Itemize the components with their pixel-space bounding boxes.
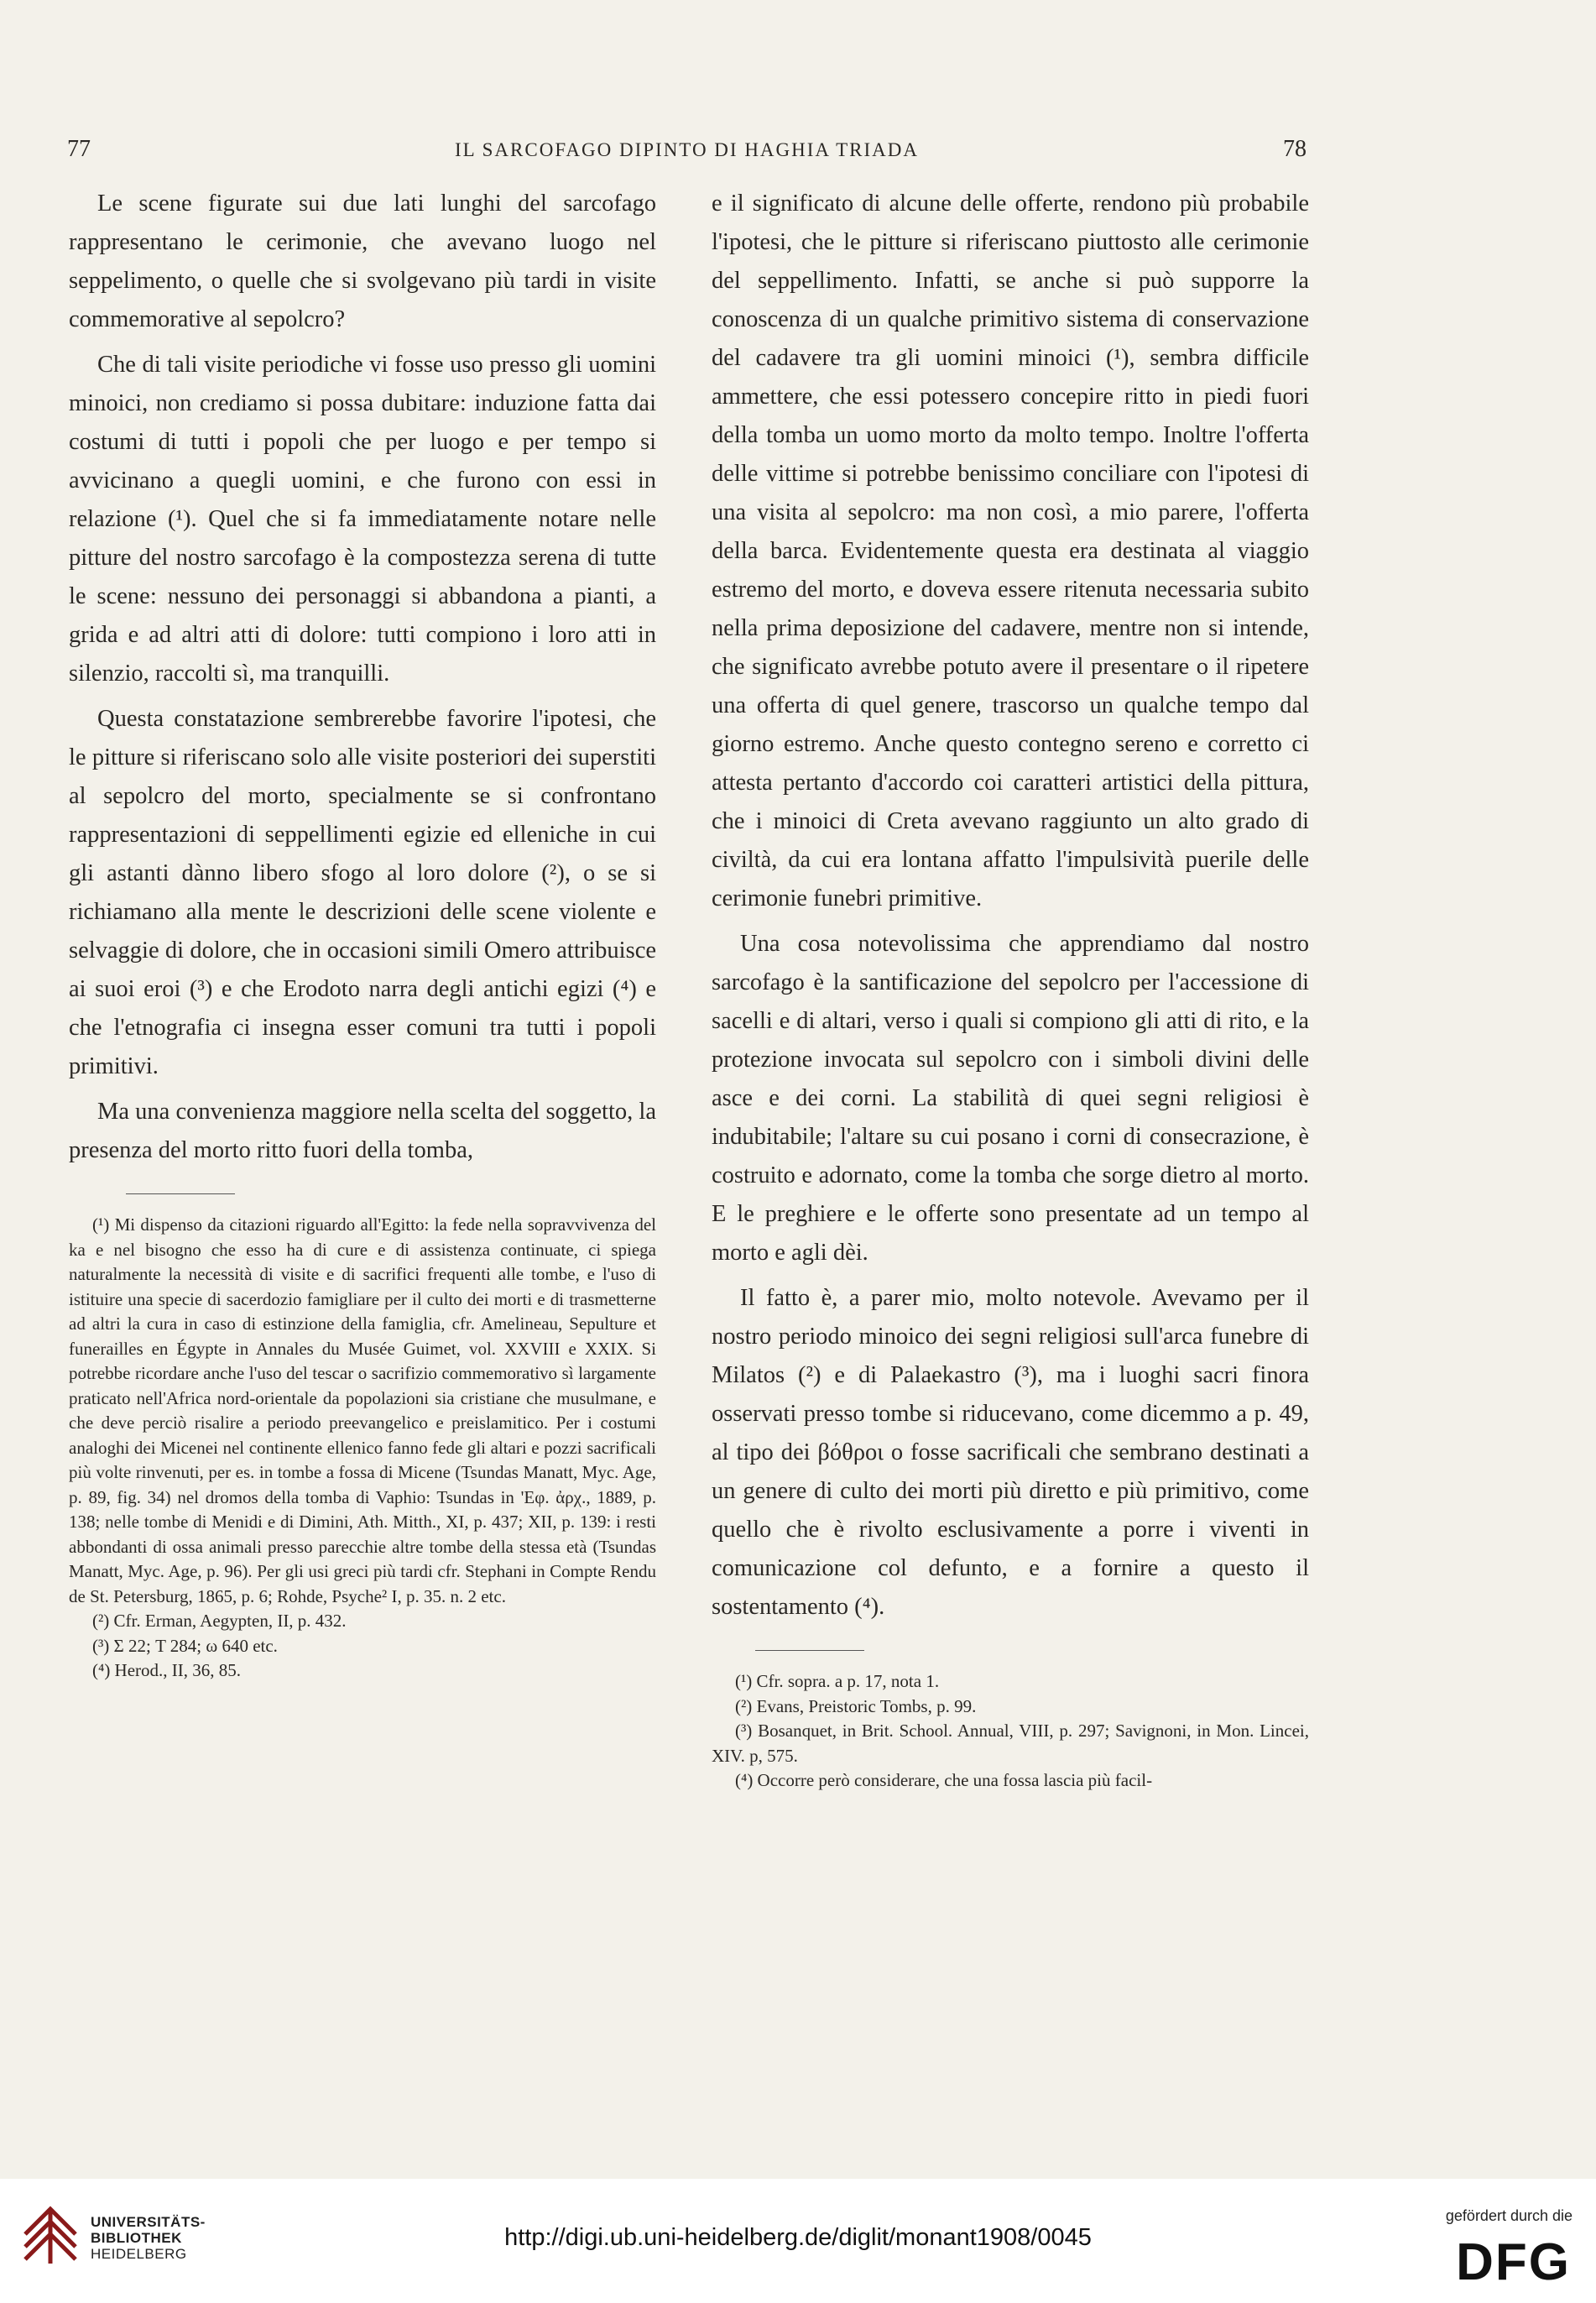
paragraph: Ma una convenienza maggiore nella scelta del soggetto, la presenza del morto ritto fuori della tomba, xyxy=(69,1099,656,1163)
footnote: (¹) Mi dispenso da citazioni riguardo all'Egitto: la fede nella sopravvivenza del ka e nel bisogno che esso ha di cure e di assistenza continuate, ci spiega naturalmente la necessità di visite e di sacrifici frequenti alle tombe, e l'uso di istituire una specie di sacerdozio famigliare per il culto dei morti e di trasmetterne ad altri la cura in caso di estinzione della famiglia, cfr. Amelineau, Sepulture et funerailles en Égypte in Annales du Musée Guimet, vol. XXVIII e XXIX. Si potrebbe ricordare anche l'uso del tescar o sacrifizio commemorativo sì largamente praticato nell'Africa nord-orientale da popolazioni sia cristiane che musulmane, e che deve perciò risalire a periodo preevangelico e preislamitico. Per i costumi analoghi dei Micenei nel continente ellenico fanno fede gli altari e pozzi sacrificali più volte rinvenuti, per es. in tombe a fossa di Micene (Tsundas Manatt, Myc. Age, p. 89, fig. 34) nel dromos della tomba di Vaphio: Tsundas in 'Εφ. ἀρχ., 1889, p. 138; nelle tombe di Menidi e di Dimini, Ath. Mitth., XI, p. 437; XII, p. 139: i resti abbondanti di ossa animali presso parecchie altre tombe della stessa età (Tsundas Manatt, Myc. Age, p. 96). Per gli usi greci più tardi cfr. Stephani in Compte Rendu de St. Petersburg, 1865, p. 6; Rohde, Psyche² I, p. 35. n. 2 etc. xyxy=(69,1214,656,1606)
footnotes xyxy=(69,1213,656,1684)
page-number-right: 78 xyxy=(1283,136,1307,162)
paragraph: Il fatto è, a parer mio, molto notevole. Avevamo per il nostro periodo minoico dei segni religiosi sull'arca funebre di Milatos (²) e di Palaekastro (³), ma i luoghi sacri finora osservati presso tombe si riducevano, come dicemmo a p. 49, al tipo dei βόθροι o fosse sacrificali che sembrano destinati a un genere di culto dei morti più diretto e più primitivo, come quello che è rivolto esclusivamente a porre i viventi in comunicazione col defunto, e a fornire a questo il sostentamento (⁴). xyxy=(712,1285,1309,1620)
footnote: (⁴) Occorre però considerare, che una fossa lascia più facil- xyxy=(735,1770,1153,1790)
footnote: (³) Σ 22; T 284; ω 640 etc. xyxy=(92,1635,278,1656)
library-name-line: UNIVERSITÄTS- xyxy=(91,2214,206,2230)
running-title: IL SARCOFAGO DIPINTO DI HAGHIA TRIADA xyxy=(455,139,919,160)
footnote-divider xyxy=(126,1193,235,1194)
funded-by-label: gefördert durch die xyxy=(1445,2207,1573,2224)
permalink-url[interactable]: http://digi.ub.uni-heidelberg.de/diglit/monant1908/0045 xyxy=(504,2224,1092,2251)
footnote: (²) Evans, Preistoric Tombs, p. 99. xyxy=(735,1695,977,1716)
footnote: (²) Cfr. Erman, Aegypten, II, p. 432. xyxy=(92,1611,347,1631)
footnote: (³) Bosanquet, in Brit. School. Annual, VIII, p. 297; Savignoni, in Mon. Lincei, XIV. p, 575. xyxy=(712,1721,1309,1766)
library-name-line: BIBLIOTHEK xyxy=(91,2230,182,2246)
footnote-divider xyxy=(755,1650,864,1651)
paragraph: Una cosa notevolissima che apprendiamo dal nostro sarcofago è la santificazione del sepolcro per l'accessione di sacelli e di altari, verso i quali si compiono gli atti di rito, e la protezione invocata sul sepolcro con i simboli divini delle asce e dei corni. La stabilità di quei segni religiosi è indubitabile; l'altare su cui posano i corni di consecrazione, è costruito e adornato, come la tomba che sorge dietro al morto. E le preghiere e le offerte sono presentate ad un tempo al morto e agli dèi. xyxy=(712,931,1309,1266)
paragraph: Che di tali visite periodiche vi fosse uso presso gli uomini minoici, non crediamo si possa dubitare: induzione fatta dai costumi di tutti i popoli che per luogo e per tempo si avvicinano a quegli uomini, e che furono con essi in relazione (¹). Quel che si fa immediatamente notare nelle pitture del nostro sarcofago è la compostezza serena di tutte le scene: nessuno dei personaggi si abbandona a pianti, a grida e ad altri atti di dolore: tutti compiono i loro atti in silenzio, raccolti sì, ma tranquilli. xyxy=(69,352,656,687)
left-column xyxy=(69,185,656,1684)
page-number-left: 77 xyxy=(67,136,91,162)
footnote: (¹) Cfr. sopra. a p. 17, nota 1. xyxy=(735,1671,940,1691)
dfg-logo: DFG xyxy=(1456,2233,1571,2291)
paragraph: Questa constatazione sembrerebbe favorire l'ipotesi, che le pitture si riferiscano solo alle visite posteriori dei superstiti al sepolcro del morto, specialmente se si confrontano rappresentazioni di seppellimenti egizie ed elleniche in cui gli astanti dànno libero sfogo al loro dolore (²), o se si richiamano alla mente le descrizioni delle scene violente e selvaggie di dolore, che in occasioni simili Omero attribuisce ai suoi eroi (³) e che Erodoto narra degli antichi egizi (⁴) e che l'etnografia ci insegna esser comuni tra tutti i popoli primitivi. xyxy=(69,706,656,1079)
footnotes xyxy=(712,1669,1309,1794)
running-head xyxy=(67,136,1307,170)
footnote: (⁴) Herod., II, 36, 85. xyxy=(92,1660,242,1680)
paragraph: e il significato di alcune delle offerte, rendono più probabile l'ipotesi, che le pitture si riferiscano piuttosto alle cerimonie del seppellimento. Infatti, se anche si può supporre la conoscenza di un qualche primitivo sistema di conservazione del cadavere tra gli uomini minoici (¹), sembra difficile ammettere, che essi potessero concepire ritto in piedi fuori della tomba un uomo morto da molto tempo. Inoltre l'offerta delle vittime si potrebbe benissimo conciliare con l'ipotesi di una visita al sepolcro: ma non così, a mio parere, l'offerta della barca. Evidentemente questa era destinata al viaggio estremo del morto, e doveva essere ritenuta necessaria subito nella prima deposizione del cadavere, mentre non si intende, che significato avrebbe potuto avere il presentare o il ripetere una offerta di quel genere, trascorso un qualche tempo dal giorno estremo. Anche questo contegno sereno e corretto ci attesta pertanto d'accordo coi caratteri artistici della pittura, che i minoici di Creta avevano raggiunto un alto grado di civiltà, da cui era lontana affatto l'impulsività puerile delle cerimonie funebri primitive. xyxy=(712,191,1309,911)
library-name-line: HEIDELBERG xyxy=(91,2246,187,2262)
right-column xyxy=(712,185,1309,1794)
paragraph: Le scene figurate sui due lati lunghi del sarcofago rappresentano le cerimonie, che avevano luogo nel seppelimento, o quelle che si svolgevano più tardi in visite commemorative al sepolcro? xyxy=(69,191,656,332)
